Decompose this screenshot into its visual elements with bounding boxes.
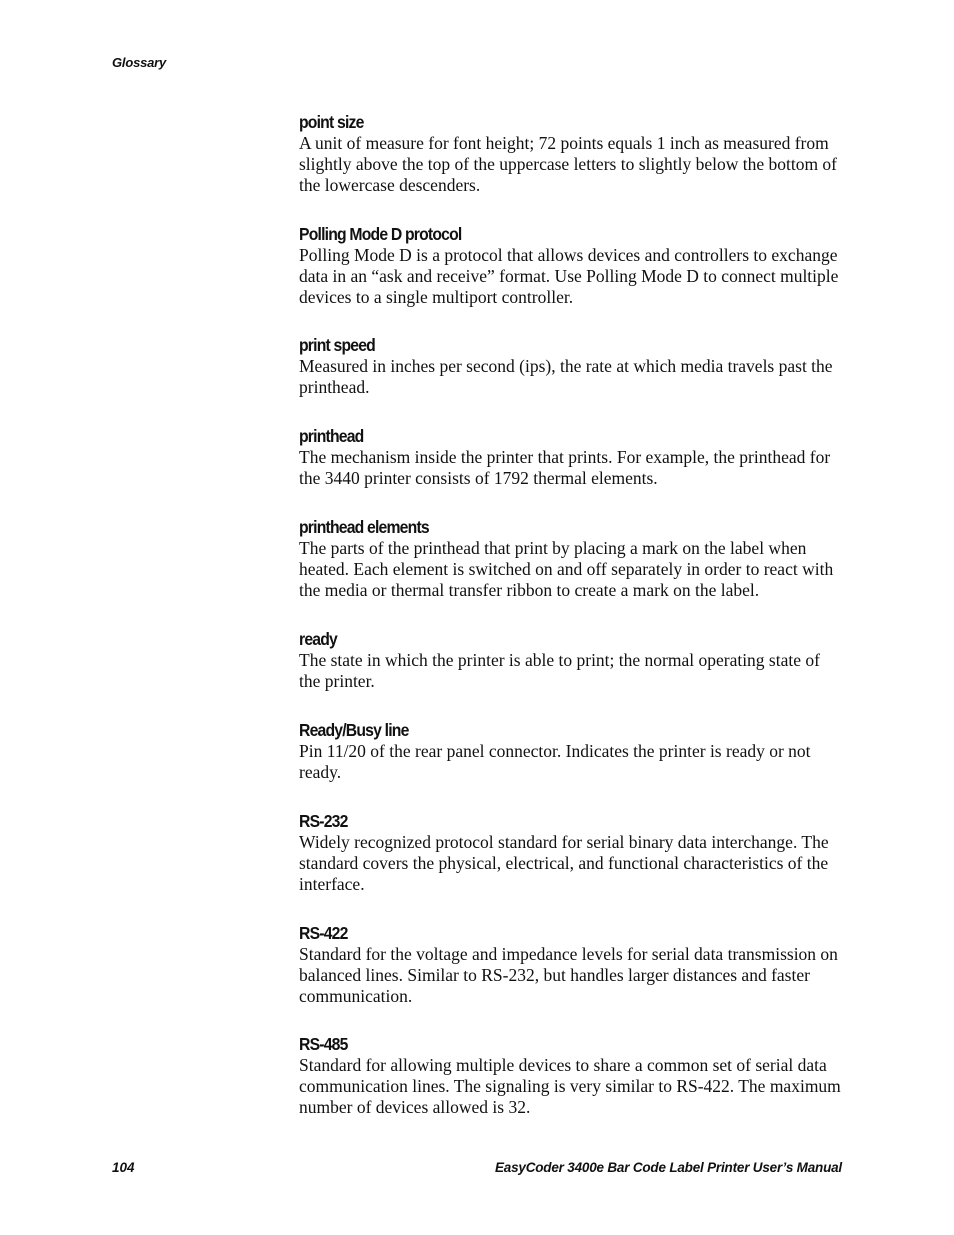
glossary-entry	[299, 516, 844, 628]
footer-manual-title: EasyCoder 3400e Bar Code Label Printer User’s Manual	[494, 1160, 842, 1175]
glossary-entry	[299, 111, 844, 223]
glossary-definition: The parts of the printhead that print by placing a mark on the label when heated. Each element is switched on and off separately in order to react with the media or thermal transfer ribbon to create a mark on the label.	[299, 538, 834, 600]
glossary-term: printhead elements	[299, 517, 429, 537]
glossary-entry	[299, 810, 844, 922]
glossary-entry	[299, 1033, 844, 1123]
glossary-term: Polling Mode D protocol	[299, 224, 462, 244]
glossary-definition: Polling Mode D is a protocol that allows devices and controllers to exchange data in an “ask and receive” format. Use Polling Mode D to connect multiple devices to a single multiport controller.	[299, 245, 839, 307]
glossary-term: RS-232	[299, 811, 348, 831]
glossary-definition: Pin 11/20 of the rear panel connector. Indicates the printer is ready or not ready.	[299, 741, 811, 782]
glossary-definition: Standard for the voltage and impedance levels for serial data transmission on balanced lines. Similar to RS-232, but handles larger distances and faster communication.	[299, 944, 838, 1006]
glossary-term: RS-422	[299, 923, 348, 943]
glossary-definition: Standard for allowing multiple devices to share a common set of serial data communication lines. The signaling is very similar to RS-422. The maximum number of devices allowed is 32.	[299, 1055, 841, 1117]
footer-page-number: 104	[112, 1160, 135, 1175]
glossary-term: RS-485	[299, 1034, 348, 1054]
glossary-list	[299, 111, 844, 1123]
glossary-term: point size	[299, 112, 364, 132]
running-header-section: Glossary	[112, 55, 167, 70]
glossary-entry	[299, 628, 844, 719]
glossary-entry	[299, 334, 844, 425]
glossary-definition: Widely recognized protocol standard for serial binary data interchange. The standard covers the physical, electrical, and functional characteristics of the interface.	[299, 832, 829, 894]
glossary-term: Ready/Busy line	[299, 720, 409, 740]
glossary-entry	[299, 425, 844, 516]
glossary-term: printhead	[299, 426, 364, 446]
glossary-entry	[299, 922, 844, 1033]
glossary-entry	[299, 223, 844, 334]
glossary-definition: The state in which the printer is able to print; the normal operating state of the printer.	[299, 650, 820, 691]
glossary-term: print speed	[299, 335, 375, 355]
glossary-definition: Measured in inches per second (ips), the rate at which media travels past the printhead.	[299, 356, 833, 397]
glossary-definition: The mechanism inside the printer that prints. For example, the printhead for the 3440 printer consists of 1792 thermal elements.	[299, 447, 831, 488]
glossary-entry	[299, 719, 844, 810]
glossary-term: ready	[299, 629, 337, 649]
glossary-definition: A unit of measure for font height; 72 points equals 1 inch as measured from slightly above the top of the uppercase letters to slightly below the bottom of the lowercase descenders.	[299, 133, 838, 195]
